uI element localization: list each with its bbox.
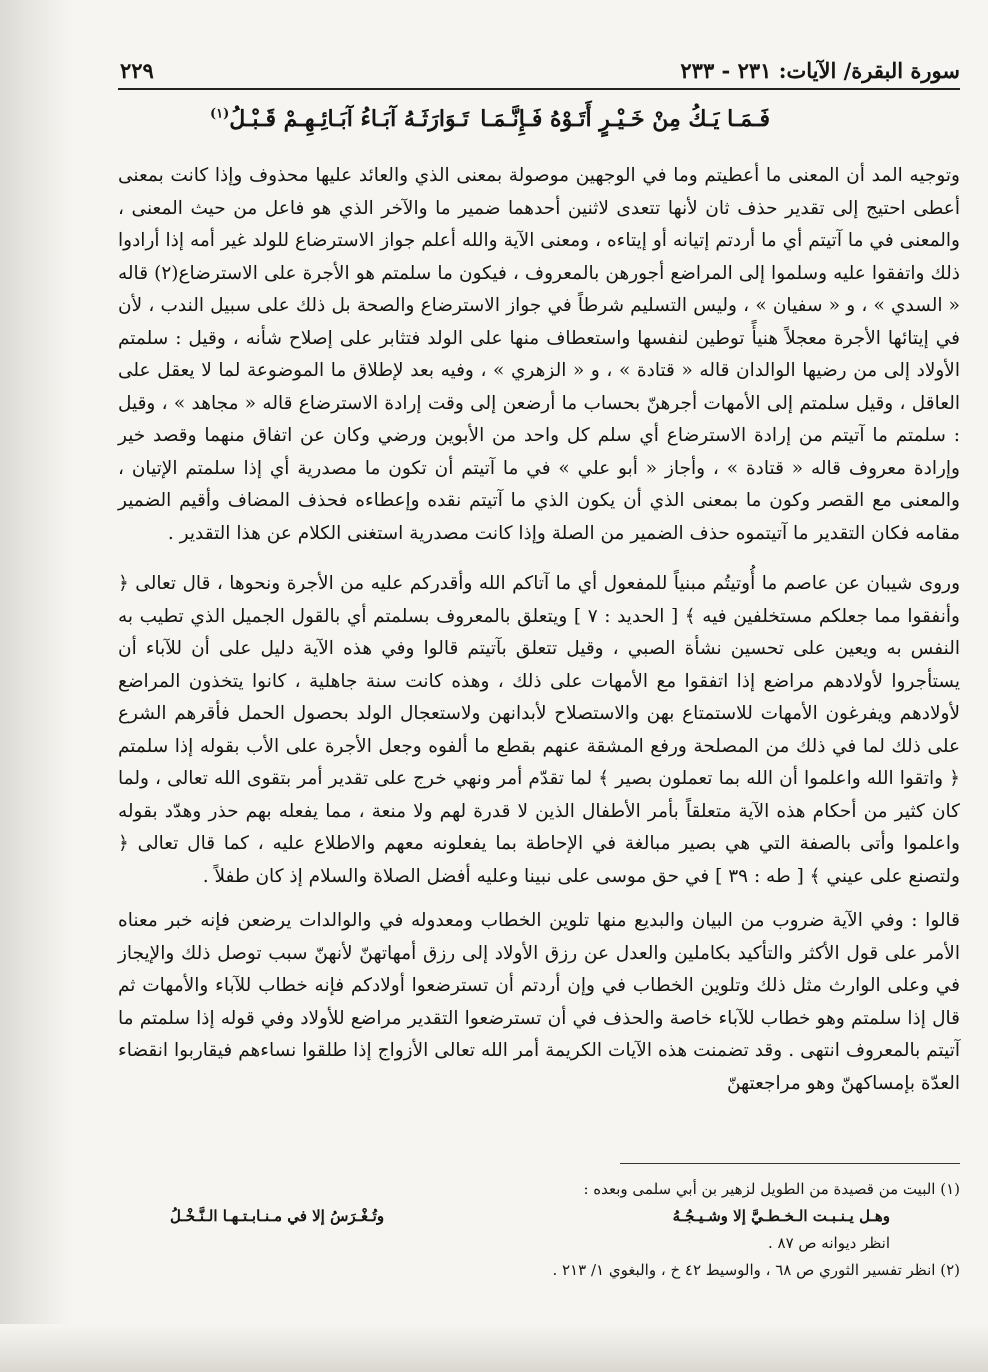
- footnote-verse-second: وتُـغْـرَسُ إلا في مـنـابـتـهـا الـنَّـخْـلُ: [170, 1207, 385, 1225]
- footnote-1-reference: انظر ديوانه ص ٨٧ .: [767, 1234, 890, 1252]
- footnote-1-verse: [170, 1203, 890, 1230]
- header-rule: [118, 88, 960, 90]
- page-bottom-edge: [0, 1324, 988, 1372]
- paragraph-1: وتوجيه المد أن المعنى ما أعطيتم وما في الوجهين موصولة بمعنى الذي والعائد عليها محذوف وإذا كانت بمعنى أعطى احتيج إلى تقدير حذف ثان لأنها تتعدى لاثنين أحدهما ضمير ما والآخر الذي هو فاعل من حيث المعنى ، والمعنى في ما آتيتم أي ما أردتم إتيانه أو إيتاءه ، ومعنى الآية والله أعلم جواز الاسترضاع للولد غير أمه إذا أرادوا ذلك واتفقوا عليه وسلموا إلى المراضع أجورهن بالمعروف ، فيكون ما سلمتم هو الأجرة على الاسترضاع(٢) قاله « السدي » ، و « سفيان » ، وليس التسليم شرطاً في جواز الاسترضاع والصحة بل ذلك على سبيل الندب ، لأن في إيتائها الأجرة معجلاً هنيأً توطين لنفسها واستعطاف منها على الولد فتثابر على إصلاح شأنه ، وقيل : سلمتم الأولاد إلى من رضيها الوالدان قاله « قتادة » ، و « الزهري » ، وفيه بعد لإطلاق ما الموضوعة لما لا يعقل على العاقل ، وقيل سلمتم إلى الأمهات أجرهنّ بحساب ما أرضعن إلى وقت إرادة الاسترضاع قاله « مجاهد » ، وقيل : سلمتم ما آتيتم من إرادة الاسترضاع أي سلم كل واحد من الأبوين ورضي وكان عن اتفاق منهما وقصد خير وإرادة معروف قاله « قتادة » ، وأجاز « أبو علي » في ما آتيتم أن تكون ما مصدرية أي إذا سلمتم الإتيان ، والمعنى مع القصر وكون ما بمعنى الذي أن يكون الذي ما آتيتم نقده وإعطاءه فحذف المضاف وأقيم الضمير مقامه فكان التقدير ما آتيتموه حذف الضمير من الصلة وإذا كانت مصدرية استغنى الكلام عن هذا التقدير .: [118, 165, 961, 544]
- footnote-marker: (١): [210, 106, 230, 122]
- verse-second-text: تَـوَارَثَـهُ آبَـاءُ آبَـائِـهِـمْ قَـبْـلُ: [229, 106, 469, 132]
- main-text: [118, 160, 960, 1100]
- footnotes: [118, 1176, 960, 1284]
- header-title: سورة البقرة/ الآيات: ٢٣١ - ٢٣٣: [680, 58, 960, 83]
- running-header: [120, 58, 960, 90]
- verse-first-hemistich: فَـمَـا يَـكُ مِنْ خَـيْـرٍ أَتَـوْهُ فَـإِنَّـمَـا: [480, 106, 770, 132]
- verse-second-hemistich: [210, 106, 469, 132]
- page-number: ٢٢٩: [120, 58, 154, 83]
- page-spine-shadow: [0, 0, 72, 1372]
- footnote-separator: [620, 1163, 960, 1164]
- footnote-1-intro: (١) البيت من قصيدة من الطويل لزهير بن أبي سلمى وبعده :: [583, 1180, 960, 1198]
- paragraph-2: وروى شيبان عن عاصم ما أُوتيتُم مبنياً للمفعول أي ما آتاكم الله وأقدركم عليه من الأجرة ونحوها ، قال تعالى ﴿ وأنفقوا مما جعلكم مستخلفين فيه ﴾ [ الحديد : ٧ ] ويتعلق بالمعروف بسلمتم أي بالقول الجميل الذي تطيب به النفس به ويعين على تحسين نشأة الصبي ، وقيل تتعلق بآتيتم قالوا وفي هذه الآية دليل على أن للآباء أن يستأجروا لأولادهم مراضع إذا اتفقوا مع الأمهات على ذلك ، وهذه كانت سنة جاهلية ، كانوا يتخذون المراضع لأولادهم ويفرغون الأمهات للاستمتاع بهن والاستصلاح لأبدانهن ولاستعجال الولد بحصول الحمل فأقرهم الشرع على ذلك لما في ذلك من المصلحة ورفع المشقة عنهم بقطع ما ألفوه وجعل الأجرة على الأب بقوله إذا سلمتم ﴿ واتقوا الله واعلموا أن الله بما تعملون بصير ﴾ لما تقدّم أمر ونهي خرج على تقدير أمر بتقوى الله تعالى ، ولما كان كثير من أحكام هذه الآية متعلقاً بأمر الأطفال الذين لا قدرة لهم ولا منعة ، مما يفعله بهم حذر وهدّد بقوله واعلموا وأتى بالصفة التي هي بصير مبالغة في الإحاطة بما يفعلونه معهم والاطلاع عليه ، كما قال تعالى ﴿ ولتصنع على عيني ﴾ [ طه : ٣٩ ] في حق موسى على نبينا وعليه أفضل الصلاة والسلام إذ كان طفلاً .: [118, 573, 960, 887]
- paragraph-3: قالوا : وفي الآية ضروب من البيان والبديع منها تلوين الخطاب ومعدوله في والوالدات يرضعن فإنه خبر معناه الأمر على قول الأكثر والتأكيد بكاملين والعدل عن رزق الأولاد إلى رزق أمهاتهنّ لأنهنّ سبب توصل ذلك والإيجاز في وعلى الوارث مثل ذلك وتلوين الخطاب في وإن أردتم أن تسترضعوا أولادكم فإنه خطاب للآباء والأمهات ثم قال إذا سلمتم وهو خطاب للآباء خاصة والحذف في أن تسترضعوا التقدير مراضع للأولاد وفي قوله إذا سلمتم ما آتيتم بالمعروف انتهى . وقد تضمنت هذه الآيات الكريمة أمر الله تعالى الأزواج إذا طلقوا نساءهم فيقاربوا انقضاء العدّة بإمساكهنّ وهو مراجعتهنّ: [118, 910, 960, 1094]
- footnote-verse-first: وهـل يـنـبـت الـخـطـيَّ إلا وشـيـجُـهُ: [672, 1207, 890, 1225]
- verse-line: [210, 106, 770, 132]
- footnote-2: (٢) انظر تفسير الثوري ص ٦٨ ، والوسيط ٤٢ خ ، والبغوي ١/ ٢١٣ .: [552, 1261, 960, 1279]
